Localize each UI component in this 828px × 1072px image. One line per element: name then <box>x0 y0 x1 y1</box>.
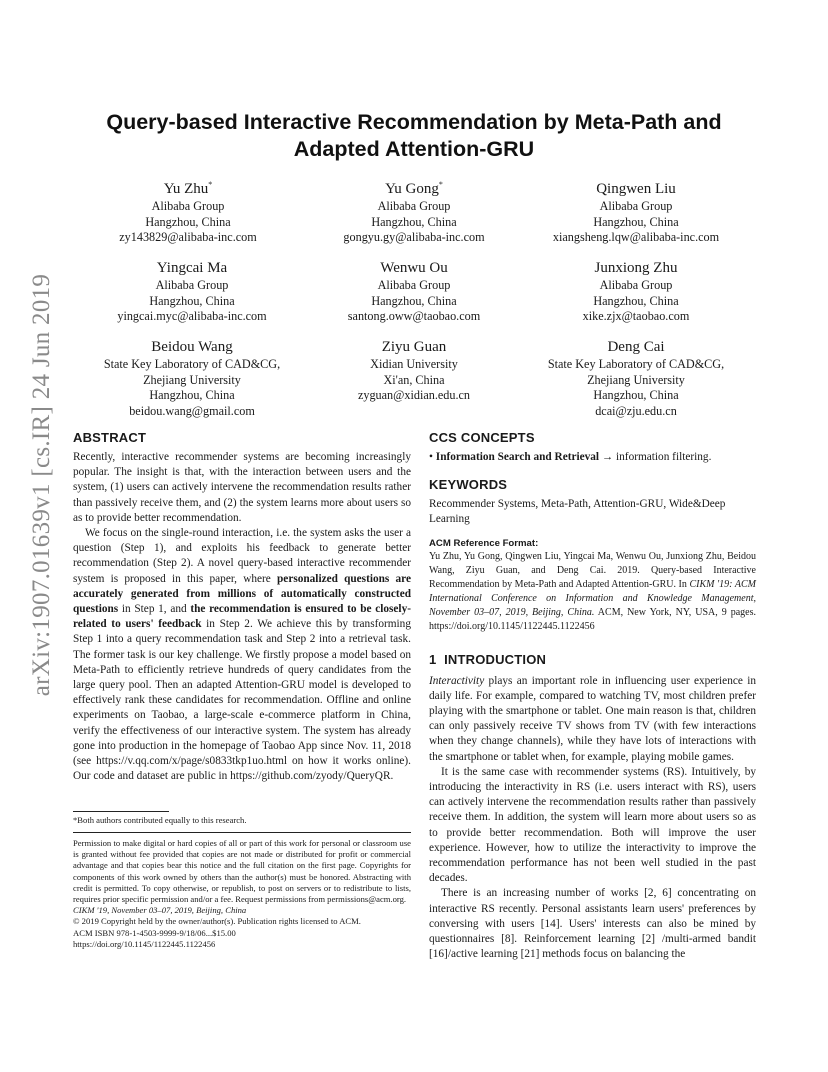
author-email: dcai@zju.edu.cn <box>595 403 677 418</box>
author-affiliation: Alibaba Group <box>599 199 673 213</box>
keywords-heading: KEYWORDS <box>429 477 508 493</box>
author-affiliation: Alibaba Group <box>151 199 225 213</box>
permission-notice: Permission to make digital or hard copies of all or part of this work for personal or classroom use is granted without fee provided that copies are not made or distributed for profit or commercial advantage and that copies bear this notice and the full citation on the first page. Copyrights for components of this work owned by others than the author(s) must be honored. Abstracting with credit is permitted. To copy otherwise, or republish, to post on servers or to redistribute to lists, requires prior specific permission and/or a fee. Request permissions from permissions@acm.org. <box>73 838 411 905</box>
author-affiliation: Alibaba Group <box>377 199 451 213</box>
author-name: Ziyu Guan <box>381 339 447 355</box>
author-affiliation: Alibaba Group <box>599 278 673 292</box>
author-email: gongyu.gy@alibaba-inc.com <box>343 230 485 245</box>
intro-paragraph: There is an increasing number of works [2, 6] concentrating on interactive RS recently. Personal assistants learn users' preferences by conversing with users [14]. Users' interests can also be mined by questionnaires [8]. Reinforcement learning [2] /multi-armed bandit [16]/active learning [21] methods focus on balancing the <box>429 887 756 961</box>
author-location: Xi'an, China <box>383 372 445 387</box>
author-block <box>289 338 539 404</box>
author-affiliation-2: Zhejiang University <box>143 372 241 387</box>
author-affiliation: Alibaba Group <box>155 278 229 292</box>
author-name: Beidou Wang <box>151 339 233 355</box>
author-affiliation: Xidian University <box>370 357 458 371</box>
author-email: xike.zjx@taobao.com <box>582 309 690 324</box>
author-block <box>511 259 761 325</box>
author-block <box>63 180 313 246</box>
author-name: Deng Cai <box>607 339 665 355</box>
right-column <box>429 430 756 962</box>
author-location: Hangzhou, China <box>593 293 679 308</box>
reference-format: Yu Zhu, Yu Gong, Qingwen Liu, Yingcai Ma, Wenwu Ou, Junxiong Zhu, Beidou Wang, Ziyu Guan, and Deng Cai. 2019. Query-based Interactive Recommendation by Meta-Path and Adapted Attention-GRU. In CIKM '19: ACM International Conference on Information and Knowledge Management, November 03–07, 2019, Beijing, China. ACM, New York, NY, USA, 9 pages. https://doi.org/10.1145/1122445.1122456 <box>429 550 756 632</box>
author-email: yingcai.myc@alibaba-inc.com <box>117 309 267 324</box>
arxiv-stamp <box>20 273 64 697</box>
doi-line: https://doi.org/10.1145/1122445.1122456 <box>73 938 216 949</box>
author-block <box>289 180 539 246</box>
author-affiliation-2: Zhejiang University <box>587 372 685 387</box>
author-email: xiangsheng.lqw@alibaba-inc.com <box>552 230 720 245</box>
author-affiliation: State Key Laboratory of CAD&CG, <box>103 357 281 371</box>
keywords-text: Recommender Systems, Meta-Path, Attention-GRU, Wide&Deep Learning <box>429 498 726 526</box>
author-name: Yu Zhu* <box>163 180 213 197</box>
abstract-paragraph: Recently, interactive recommender systems are becoming increasingly popular. The insight is that, with the interaction between users and the system, (1) users can actively intervene the recommendation results rather than passively receive them, and (2) the system learns more about users so as to provide better recommendation. <box>73 451 411 524</box>
intro-paragraph: It is the same case with recommender systems (RS). Intuitively, by introducing the interactivity in RS (i.e. users interact with RS), users can actively intervene the recommendation results rather than passively receive them. In addition, the system will learn more about users so as to provide better recommendation. Both will improve the user experience. However, how to utilize the interactivity to improve the recommendation performance has not been well studied in the past decades. <box>429 765 756 885</box>
left-column <box>73 430 411 784</box>
abstract-paragraph: We focus on the single-round interaction, i.e. the system asks the user a question (Step 1), and exploits his feedback to generate better recommendation (Step 2). A novel query-based interactive recommender system is proposed in this paper, where personalized questions are accurately generated from millions of automatically constructed questions in Step 1, and the recommendation is ensured to be closely-related to users' feedback in Step 2. We achieve this by transforming Step 1 into a query recommendation task and Step 2 into a retrieval task. The former task is our key challenge. We firstly propose a model based on Meta-Path to efficiently retrieve hundreds of query candidates from the large query pool. Then an adapted Attention-GRU model is developed to effectively rank these candidates for recommendation. Offline and online experiments on Taobao, a large-scale e-commerce platform in China, verify the effectiveness of our interactive system. The system has already gone into production in the homepage of Taobao App since Nov. 11, 2018 (see https://v.qq.com/x/page/s0833tkp1uo.html on how it works online). Our code and dataset are public in https://github.com/zyody/QueryQR. <box>73 527 412 783</box>
author-name: Wenwu Ou <box>380 260 448 276</box>
author-name: Yingcai Ma <box>156 260 228 276</box>
footnote-rule <box>73 811 169 812</box>
author-block <box>67 259 317 325</box>
intro-paragraph: Interactivity plays an important role in influencing user experience in daily life. For example, compared to watching TV, most children prefer playing with the smartphone or tablet. One main reason is that, children can only passively receive TV shows from TV (with few interactions when they change channels), while they have lots of interactions with the smartphone or tablet when, for example, playing mobile games. <box>429 674 756 763</box>
ccs-heading: CCS CONCEPTS <box>429 430 535 445</box>
paper-title: Query-based Interactive Recommendation by Meta-Path and Adapted Attention-GRU <box>106 110 722 161</box>
author-location: Hangzhou, China <box>371 293 457 308</box>
author-email: beidou.wang@gmail.com <box>129 403 255 418</box>
author-location: Hangzhou, China <box>593 214 679 229</box>
author-name: Yu Gong* <box>385 180 443 197</box>
conference-line: CIKM '19, November 03–07, 2019, Beijing, China <box>73 905 247 916</box>
author-location: Hangzhou, China <box>149 293 235 308</box>
author-affiliation: Alibaba Group <box>377 278 451 292</box>
author-location: Hangzhou, China <box>145 214 231 229</box>
author-name: Qingwen Liu <box>596 181 676 197</box>
intro-heading: 1 INTRODUCTION <box>429 651 547 667</box>
author-location: Hangzhou, China <box>371 214 457 229</box>
author-block <box>67 338 317 419</box>
author-block <box>511 338 761 419</box>
permission-rule <box>73 832 411 833</box>
permission-block <box>73 838 411 950</box>
author-email: santong.oww@taobao.com <box>347 309 481 324</box>
author-block <box>289 259 539 325</box>
footnote: *Both authors contributed equally to this research. <box>73 815 247 825</box>
author-email: zyguan@xidian.edu.cn <box>357 388 471 403</box>
reference-heading: ACM Reference Format: <box>429 537 539 549</box>
author-name: Junxiong Zhu <box>594 260 678 276</box>
author-block <box>511 180 761 246</box>
author-location: Hangzhou, China <box>149 388 235 403</box>
author-affiliation: State Key Laboratory of CAD&CG, <box>547 357 725 371</box>
abstract-heading: ABSTRACT <box>73 430 147 445</box>
arxiv-id: arXiv:1907.01639v1 [cs.IR] 24 Jun 2019 <box>28 273 55 697</box>
copyright-line: © 2019 Copyright held by the owner/author(s). Publication rights licensed to ACM. <box>73 916 361 927</box>
author-email: zy143829@alibaba-inc.com <box>119 230 257 245</box>
author-location: Hangzhou, China <box>593 388 679 403</box>
isbn-line: ACM ISBN 978-1-4503-9999-9/18/06...$15.00 <box>73 927 236 938</box>
ccs-concept: • Information Search and Retrieval → information filtering. <box>429 451 712 463</box>
